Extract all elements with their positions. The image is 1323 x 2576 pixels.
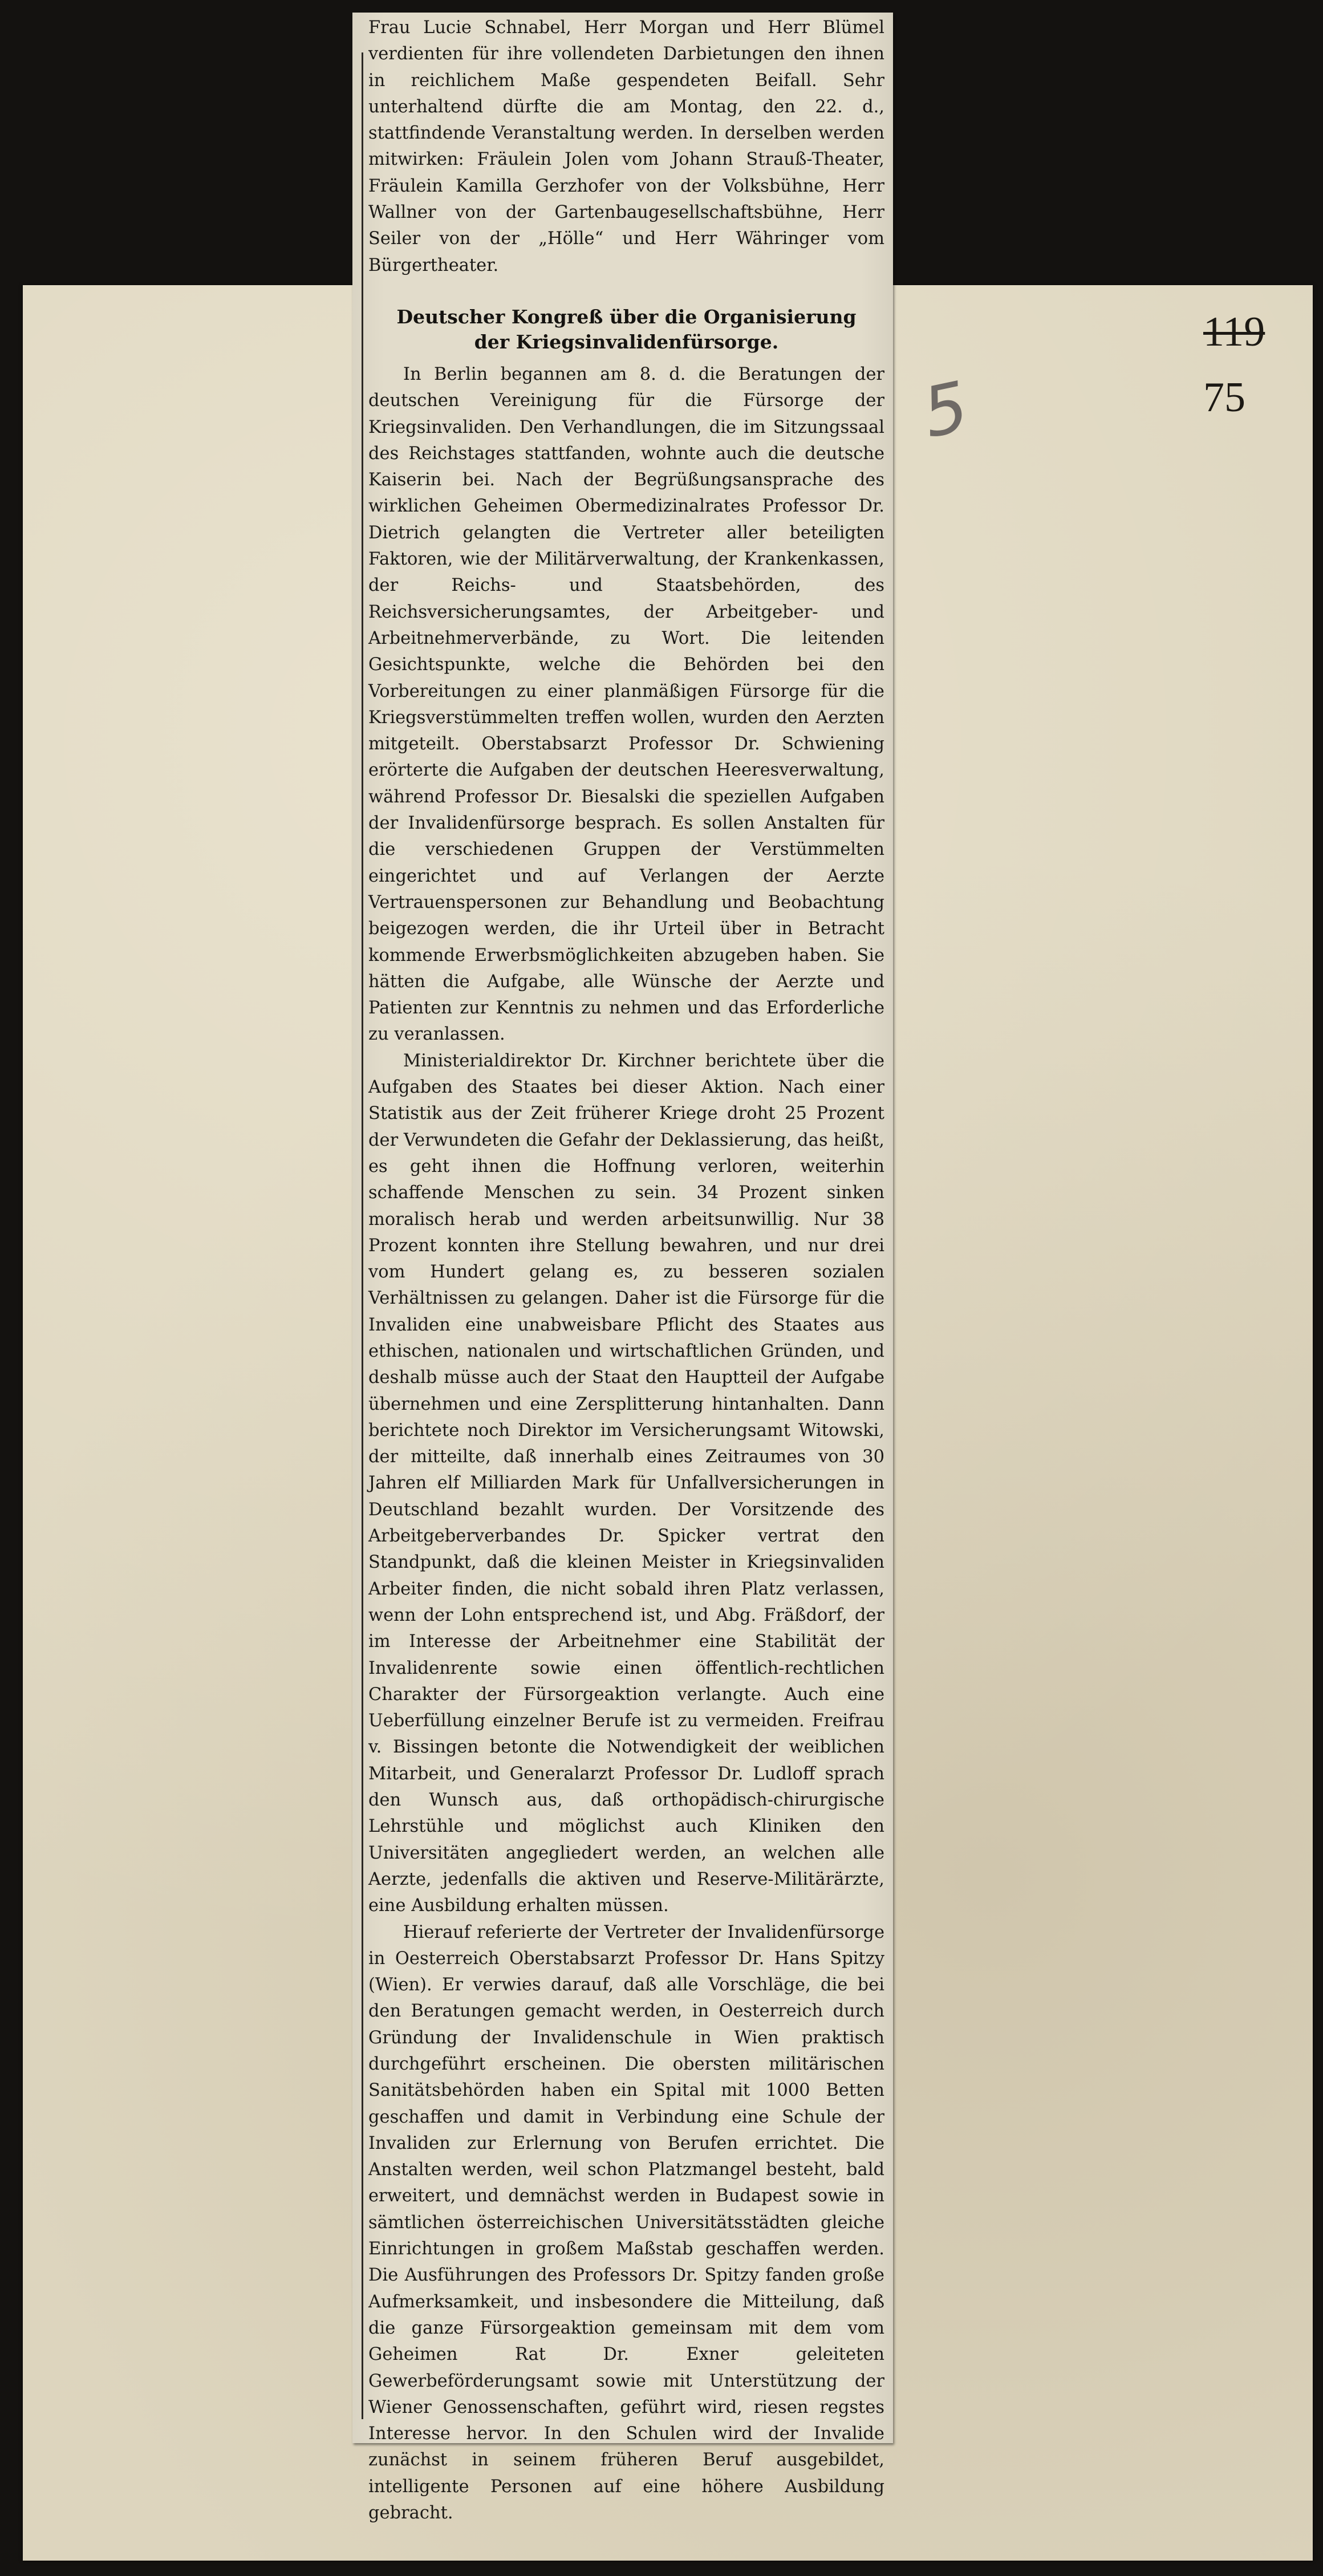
article-title-line-1: Deutscher Kongreß über die Organisierung: [396, 306, 857, 328]
pencil-annotation: 5: [916, 367, 975, 454]
article-title: [368, 305, 884, 355]
article-paragraph: Ministerialdirektor Dr. Kirchner berichtete über die Aufgaben des Staates bei dieser Aktion. Nach einer Statistik aus der Zeit früherer Kriege droht 25 Prozent der Verwundeten die Gefahr der Deklassierung, das heißt, es geht ihnen die Hoffnung verloren, weiterhin schaffende Menschen zu sein. 34 Prozent sinken moralisch herab und werden arbeitsunwillig. Nur 38 Prozent konnten ihre Stellung bewahren, und nur drei vom Hundert gelang es, zu besseren sozialen Verhältnissen zu gelangen. Daher ist die Fürsorge für die Invaliden eine unabweisbare Pflicht des Staates aus ethischen, nationalen und wirtschaftlichen Gründen, und deshalb müsse auch der Staat den Hauptteil der Aufgabe übernehmen und eine Zersplitterung hintanhalten. Dann berichtete noch Direktor im Versicherungsamt Witowski, der mitteilte, daß innerhalb eines Zeitraumes von 30 Jahren elf Milliarden Mark für Unfallversicherungen in Deutschland bezahlt wurden. Der Vorsitzende des Arbeitgeberverbandes Dr. Spicker vertrat den Standpunkt, daß die kleinen Meister in Kriegsinvaliden Arbeiter finden, die nicht sobald ihren Platz verlassen, wenn der Lohn entsprechend ist, und Abg. Fräßdorf, der im Interesse der Arbeitnehmer eine Stabilität der Invalidenrente sowie einen öffentlich-rechtlichen Charakter der Fürsorgeaktion verlangte. Auch eine Ueberfüllung einzelner Berufe ist zu vermeiden. Freifrau v. Bissingen betonte die Notwendigkeit der weiblichen Mitarbeit, und Generalarzt Professor Dr. Ludloff sprach den Wunsch aus, daß orthopädisch-chirurgische Lehrstühle und möglichst auch Kliniken den Universitäten angegliedert werden, an welchen alle Aerzte, jedenfalls die aktiven und Reserve-Militärärzte, eine Ausbildung erhalten müssen.: [368, 1050, 884, 1916]
newspaper-clipping: [352, 13, 893, 2524]
previous-article-paragraph: [368, 15, 884, 279]
old-page-number: 119: [1203, 309, 1265, 355]
article-paragraph: In Berlin begannen am 8. d. die Beratungen der deutschen Vereinigung für die Fürsorge der Kriegsinvaliden. Den Verhandlungen, die im Sitzungssaal des Reichstages stattfanden, wohnte auch die deutsche Kaiserin bei. Nach der Begrüßungsansprache des wirklichen Geheimen Obermedizinalrates Professor Dr. Dietrich gelangten die Vertreter aller beteiligten Faktoren, wie der Militärverwaltung, der Krankenkassen, der Reichs- und Staatsbehörden, des Reichsversicherungsamtes, der Arbeitgeber- und Arbeitnehmerverbände, zu Wort. Die leitenden Gesichtspunkte, welche die Behörden bei den Vorbereitungen zu einer planmäßigen Fürsorge für die Kriegsverstümmelten treffen wollen, wurden den Aerzten mitgeteilt. Oberstabsarzt Professor Dr. Schwiening erörterte die Aufgaben der deutschen Heeresverwaltung, während Professor Dr. Biesalski die speziellen Aufgaben der Invalidenfürsorge besprach. Es sollen Anstalten für die verschiedenen Gruppen der Verstümmelten eingerichtet und auf Verlangen der Aerzte Vertrauenspersonen zur Behandlung und Beobachtung beigezogen werden, die ihr Urteil über in Betracht kommende Erwerbsmöglichkeiten abzugeben haben. Sie hätten die Aufgabe, alle Wünsche der Aerzte und Patienten zur Kenntnis zu nehmen und das Erforderliche zu veranlassen.: [368, 364, 884, 1045]
article-body: [368, 362, 884, 2526]
column-rule: [362, 52, 363, 2419]
article-title-line-2: der Kriegsinvalidenfürsorge.: [474, 331, 779, 353]
previous-article-text: Frau Lucie Schnabel, Herr Morgan und Herr Blümel verdienten für ihre vollendeten Darbietungen den ihnen in reichlichem Maße gespendeten Beifall. Sehr unterhaltend dürfte die am Montag, den 22. d., stattfindende Veranstaltung werden. In derselben werden mitwirken: Fräulein Jolen vom Johann Strauß-Theater, Fräulein Kamilla Gerzhofer von der Volksbühne, Herr Wallner von der Gartenbaugesellschaftsbühne, Herr Seiler von der „Hölle“ und Herr Währinger vom Bürgertheater.: [368, 18, 884, 275]
article-paragraph: Hierauf referierte der Vertreter der Invalidenfürsorge in Oesterreich Oberstabsarzt Professor Dr. Hans Spitzy (Wien). Er verwies darauf, daß alle Vorschläge, die bei den Beratungen gemacht werden, in Oesterreich durch Gründung der Invalidenschule in Wien praktisch durchgeführt erscheinen. Die obersten militärischen Sanitätsbehörden haben ein Spital mit 1000 Betten geschaffen und damit in Verbindung eine Schule der Invaliden zur Erlernung von Berufen errichtet. Die Anstalten werden, weil schon Platzmangel besteht, bald erweitert, und demnächst werden in Budapest sowie in sämtlichen österreichischen Universitätsstädten gleiche Einrichtungen in großem Maßstab geschaffen werden. Die Ausführungen des Professors Dr. Spitzy fanden große Aufmerksamkeit, und insbesondere die Mitteilung, daß die ganze Fürsorgeaktion gemeinsam mit dem vom Geheimen Rat Dr. Exner geleiteten Gewerbeförderungsamt sowie mit Unterstützung der Wiener Genossenschaften, geführt wird, riesen regstes Interesse hervor. In den Schulen wird der Invalide zunächst in seinem früheren Beruf ausgebildet, intelligente Personen auf eine höhere Ausbildung gebracht.: [368, 1922, 884, 2524]
page-number: 75: [1203, 374, 1245, 421]
